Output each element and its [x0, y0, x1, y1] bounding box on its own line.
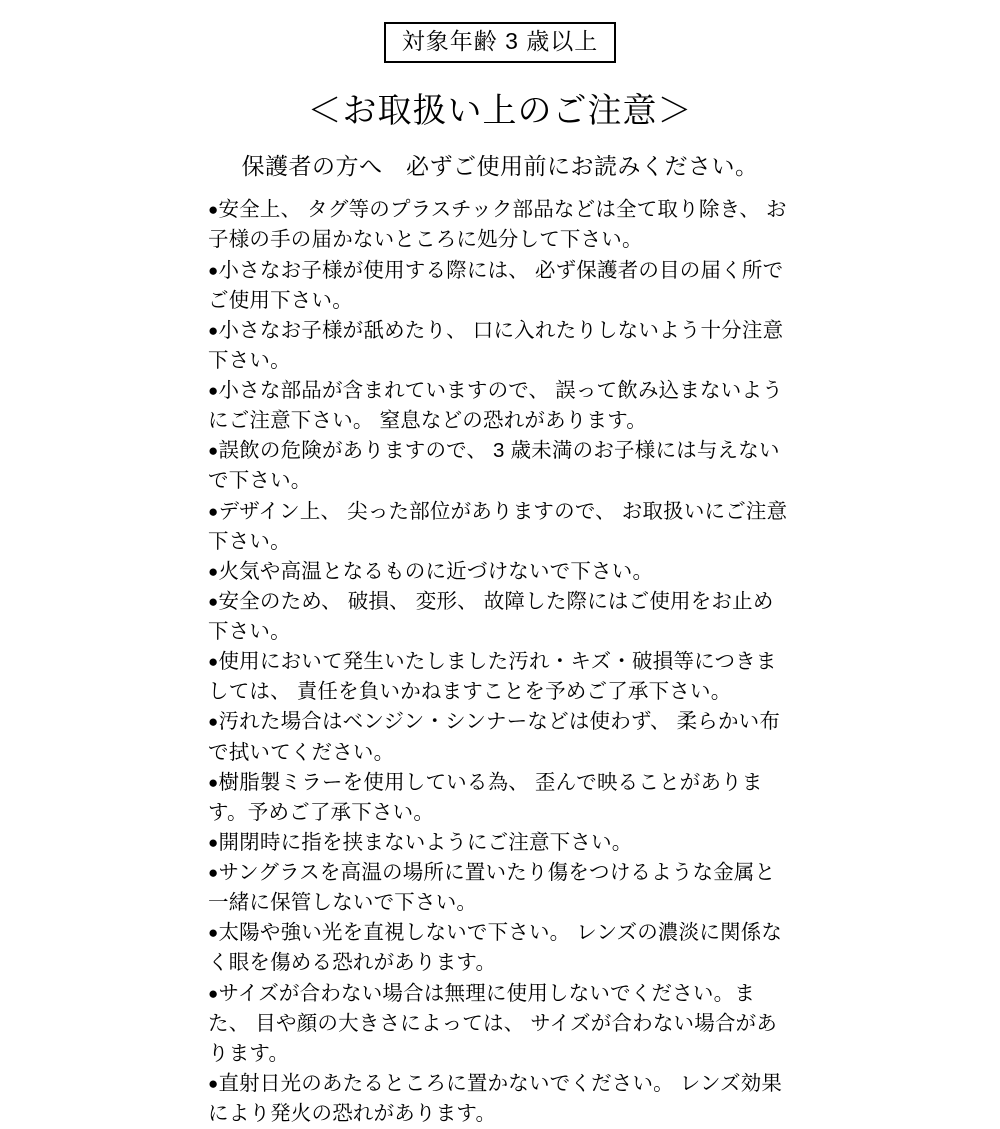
list-item-text: 開閉時に指を挟まないようにご注意下さい。	[218, 830, 633, 854]
bullet-icon: ●	[208, 441, 219, 461]
list-item-text: サングラスを高温の場所に置いたり傷をつけるような金属と一緒に保管しないで下さい。	[208, 861, 776, 915]
bullet-icon: ●	[208, 1073, 219, 1093]
list-item-text: 小さなお子様が使用する際には、 必ず保護者の目の届く所でご使用下さい。	[208, 258, 784, 312]
age-notice-box: 対象年齢 3 歳以上	[384, 22, 617, 63]
bullet-icon: ●	[208, 832, 219, 852]
list-item-text: 安全上、 タグ等のプラスチック部品などは全て取り除き、 お子様の手の届かないところに処分して下さい。	[208, 198, 787, 252]
list-item-text: 小さな部品が含まれていますので、 誤って飲み込まないようにご注意下さい。 窒息などの恐れがあります。	[208, 379, 783, 433]
bullet-icon: ●	[208, 923, 219, 943]
list-item-text: 安全のため、 破損、 変形、 故障した際にはご使用をお止め下さい。	[208, 589, 774, 644]
list-item-text: 太陽や強い光を直視しないで下さい。 レンズの濃淡に関係なく眼を傷める恐れがあります。	[208, 921, 783, 975]
list-item	[208, 256, 792, 316]
bullet-icon: ●	[208, 652, 219, 672]
bullet-icon: ●	[208, 561, 219, 581]
bullet-icon: ●	[208, 591, 219, 611]
list-item	[208, 828, 792, 858]
bullet-icon: ●	[208, 772, 219, 792]
list-item-text: 樹脂製ミラーを使用している為、 歪んで映ることがあります。予めご了承下さい。	[208, 770, 763, 824]
list-item	[208, 707, 792, 767]
bullet-icon: ●	[208, 200, 219, 220]
list-item-text: 小さなお子様が舐めたり、 口に入れたりしないよう十分注意下さい。	[208, 318, 784, 372]
list-item-text: デザイン上、 尖った部位がありますので、 お取扱いにご注意下さい。	[208, 499, 788, 553]
list-item	[208, 918, 792, 978]
list-item	[208, 497, 792, 557]
list-item	[208, 1069, 792, 1129]
list-item	[208, 195, 792, 255]
bullet-icon: ●	[208, 863, 219, 883]
bullet-icon: ●	[208, 983, 219, 1003]
list-item-text: 直射日光のあたるところに置かないでください。 レンズ効果により発火の恐れがあります。	[208, 1071, 783, 1126]
list-item	[208, 557, 792, 587]
list-item	[208, 979, 792, 1069]
list-item	[208, 316, 792, 376]
list-item	[208, 376, 792, 436]
list-item-text: サイズが合わない場合は無理に使用しないでください。また、 目や顔の大きさによっては、 サイズが合わない場合があります。	[208, 981, 778, 1065]
list-item-text: 使用において発生いたしました汚れ・キズ・破損等につきましては、 責任を負いかねますことを予めご了承下さい。	[208, 650, 777, 704]
page-subtitle: 保護者の方へ 必ずご使用前にお読みください。	[241, 153, 759, 180]
list-item	[208, 587, 792, 647]
list-item	[208, 768, 792, 828]
list-item-text: 火気や高温となるものに近づけないで下さい。	[218, 559, 654, 583]
caution-notes-list	[208, 195, 792, 1129]
page-title: ＜お取扱い上のご注意＞	[307, 92, 693, 131]
bullet-icon: ●	[208, 712, 219, 732]
bullet-icon: ●	[208, 260, 219, 280]
bullet-icon: ●	[208, 320, 219, 340]
bullet-icon: ●	[208, 501, 219, 521]
list-item-text: 汚れた場合はベンジン・シンナーなどは使わず、 柔らかい布で拭いてください。	[208, 710, 781, 764]
age-notice-container	[0, 0, 1000, 63]
list-item	[208, 647, 792, 707]
bullet-icon: ●	[208, 381, 219, 401]
list-item-text: 誤飲の危険がありますので、 3 歳未満のお子様には与えないで下さい。	[208, 439, 780, 493]
list-item	[208, 436, 792, 496]
list-item	[208, 858, 792, 918]
